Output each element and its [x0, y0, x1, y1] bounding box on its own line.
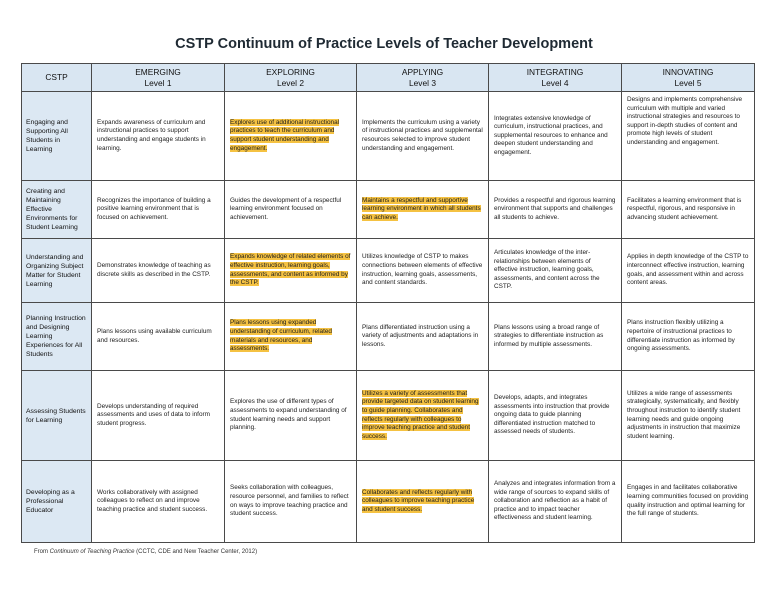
source-citation [34, 549, 257, 555]
level-cell: Articulates knowledge of the inter-relationships between elements of effective instruction, learning goals, assessments, and content across the CSTP. [489, 239, 622, 303]
level-cell: Designs and implements comprehensive curriculum with multiple and varied instructional strategies and resources to support in-depth studies of content and promote high levels of student understanding and engagement. [622, 92, 755, 181]
highlighted-text: Explores use of additional instructional practices to teach the curriculum and support student understanding and engagement. [230, 118, 340, 152]
source-suffix: (CCTC, CDE and New Teacher Center, 2012) [134, 549, 258, 555]
level-cell: Facilitates a learning environment that is respectful, rigorous, and responsive in advancing student achievement. [622, 181, 755, 239]
level-cell: Analyzes and integrates information from a wide range of sources to expand skills of collaboration and reflection as a habit of practice and to impact teacher effectiveness and student learning. [489, 461, 622, 543]
page-title: CSTP Continuum of Practice Levels of Teacher Development [175, 36, 593, 52]
level-number: Level 3 [408, 77, 436, 88]
level-name: INNOVATING [662, 66, 714, 77]
header-row [22, 64, 755, 92]
level-number: Level 2 [276, 77, 304, 88]
level-cell [357, 371, 489, 461]
level-number: Level 4 [541, 77, 569, 88]
level-cell: Recognizes the importance of building a positive learning environment that is focused on achievement. [92, 181, 225, 239]
level-cell [225, 303, 357, 371]
level-cell: Explores the use of different types of assessments to expand understanding of student learning needs and support planning. [225, 371, 357, 461]
table-row [22, 371, 755, 461]
level-cell: Works collaboratively with assigned colleagues to reflect on and improve teaching practice and student success. [92, 461, 225, 543]
standard-cell: Creating and Maintaining Effective Environments for Student Learning [22, 181, 92, 239]
header-cstp: CSTP [22, 64, 92, 92]
table-row [22, 181, 755, 239]
standard-cell: Planning Instruction and Designing Learning Experiences for All Students [22, 303, 92, 371]
level-cell: Demonstrates knowledge of teaching as discrete skills as described in the CSTP. [92, 239, 225, 303]
level-cell: Implements the curriculum using a variety of instructional practices and supplemental resources selected to improve student understanding and engagement. [357, 92, 489, 181]
level-cell [357, 181, 489, 239]
level-name: APPLYING [401, 66, 444, 77]
standard-cell: Engaging and Supporting All Students in Learning [22, 92, 92, 181]
header-level-5 [622, 64, 755, 92]
level-cell: Develops understanding of required assessments and uses of data to inform student progress. [92, 371, 225, 461]
level-number: Level 5 [674, 77, 702, 88]
level-number: Level 1 [144, 77, 172, 88]
source-prefix: From [34, 549, 50, 555]
level-cell: Provides a respectful and rigorous learning environment that supports and challenges all students to achieve. [489, 181, 622, 239]
continuum-table [21, 63, 755, 543]
highlighted-text: Plans lessons using expanded understanding of curriculum, related materials and resources, and assessments. [230, 319, 332, 353]
highlighted-text: Utilizes a variety of assessments that provide targeted data on student learning to guide planning. Collaborates and reflects regularly with colleagues to improve teaching practice and student success. [362, 389, 479, 440]
table-row [22, 239, 755, 303]
level-cell [225, 239, 357, 303]
level-cell: Plans lessons using a broad range of strategies to differentiate instruction as informed by multiple assessments. [489, 303, 622, 371]
level-cell: Guides the development of a respectful learning environment focused on achievement. [225, 181, 357, 239]
level-cell: Integrates extensive knowledge of curriculum, instructional practices, and supplemental resources to enhance and deepen student understanding and engagement. [489, 92, 622, 181]
header-level-2 [225, 64, 357, 92]
highlighted-text: Expands knowledge of related elements of effective instruction, learning goals, assessments, and content as informed by the CSTP. [230, 253, 351, 287]
level-cell: Develops, adapts, and integrates assessments into instruction that provide ongoing data to guide planning differentiated instruction matched to assessed needs of students. [489, 371, 622, 461]
level-cell: Utilizes knowledge of CSTP to makes connections between elements of effective instruction, learning goals, assessments, and content standards. [357, 239, 489, 303]
level-cell: Plans differentiated instruction using a variety of adjustments and adaptations in lessons. [357, 303, 489, 371]
standard-cell: Developing as a Professional Educator [22, 461, 92, 543]
level-name: EXPLORING [266, 66, 315, 77]
standard-cell: Assessing Students for Learning [22, 371, 92, 461]
header-level-1 [92, 64, 225, 92]
standard-cell: Understanding and Organizing Subject Matter for Student Learning [22, 239, 92, 303]
level-cell [225, 92, 357, 181]
table-row [22, 461, 755, 543]
level-name: INTEGRATING [526, 66, 584, 77]
level-cell: Expands awareness of curriculum and instructional practices to support understanding and engage students in learning. [92, 92, 225, 181]
source-work-title: Continuum of Teaching Practice [49, 549, 135, 555]
level-cell: Engages in and facilitates collaborative learning communities focused on providing quality instruction and optimal learning for the full range of students. [622, 461, 755, 543]
level-cell: Plans lessons using available curriculum and resources. [92, 303, 225, 371]
level-cell: Applies in depth knowledge of the CSTP to interconnect effective instruction, learning goals, and assessment within and across content areas. [622, 239, 755, 303]
level-cell [357, 461, 489, 543]
level-name: EMERGING [135, 66, 181, 77]
header-level-4 [489, 64, 622, 92]
table-row [22, 92, 755, 181]
level-cell: Seeks collaboration with colleagues, resource personnel, and families to reflect on ways to improve teaching practice and student success. [225, 461, 357, 543]
highlighted-text: Maintains a respectful and supportive learning environment in which all students can achieve. [362, 196, 481, 221]
highlighted-text: Collaborates and reflects regularly with colleagues to improve teaching practice and student success. [362, 488, 475, 513]
level-cell: Plans instruction flexibly utilizing a repertoire of instructional practices to differentiate instruction as informed by ongoing assessments. [622, 303, 755, 371]
header-level-3 [357, 64, 489, 92]
level-cell: Utilizes a wide range of assessments strategically, systematically, and flexibly throughout instruction to identify student learning needs and guide ongoing adjustments in instruction that maximize student learning. [622, 371, 755, 461]
table-row [22, 303, 755, 371]
